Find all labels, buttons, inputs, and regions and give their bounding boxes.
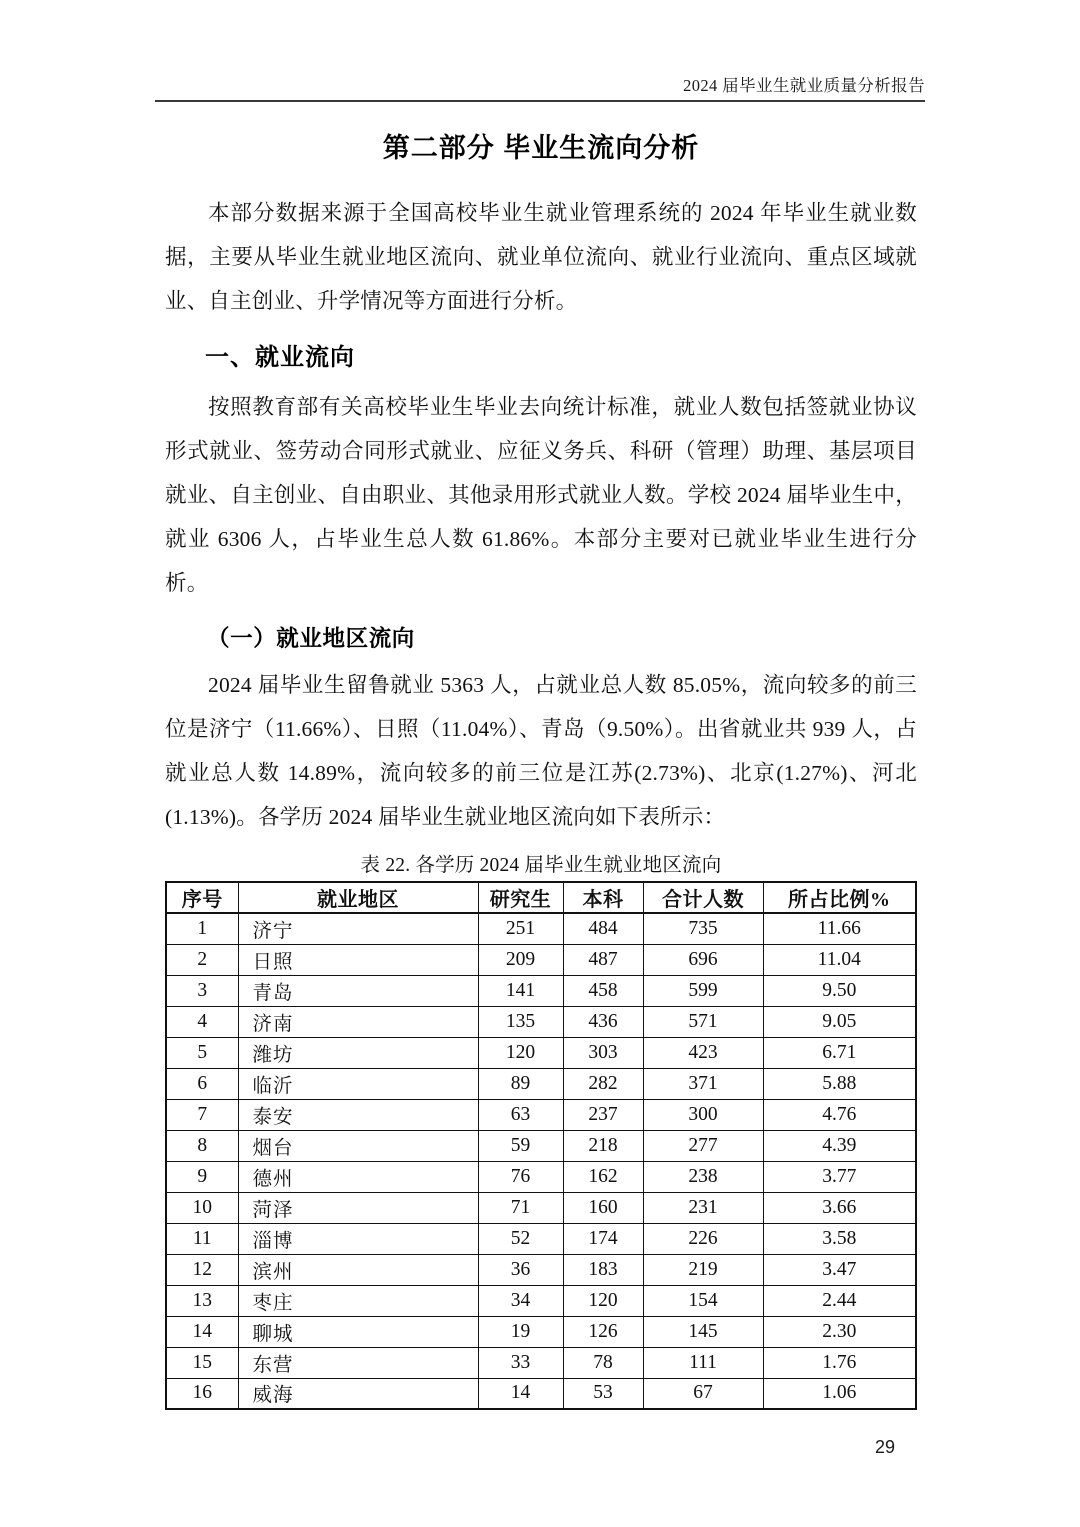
cell-index: 13 <box>166 1285 238 1316</box>
cell-total: 571 <box>643 1006 763 1037</box>
running-header: 2024 届毕业生就业质量分析报告 <box>683 76 925 95</box>
cell-index: 4 <box>166 1006 238 1037</box>
cell-index: 11 <box>166 1223 238 1254</box>
cell-graduate: 36 <box>478 1254 563 1285</box>
cell-index: 12 <box>166 1254 238 1285</box>
cell-undergraduate: 487 <box>563 944 643 975</box>
cell-graduate: 59 <box>478 1130 563 1161</box>
cell-region: 枣庄 <box>238 1285 478 1316</box>
table-header-row <box>166 882 916 913</box>
cell-percent: 11.66 <box>763 913 916 944</box>
cell-index: 10 <box>166 1192 238 1223</box>
table-row <box>166 975 916 1006</box>
cell-total: 67 <box>643 1378 763 1409</box>
cell-percent: 3.77 <box>763 1161 916 1192</box>
cell-region: 潍坊 <box>238 1037 478 1068</box>
cell-region: 菏泽 <box>238 1192 478 1223</box>
table-row <box>166 1006 916 1037</box>
cell-total: 154 <box>643 1285 763 1316</box>
page-content <box>165 126 917 1410</box>
table-row <box>166 1037 916 1068</box>
cell-undergraduate: 484 <box>563 913 643 944</box>
cell-total: 145 <box>643 1316 763 1347</box>
cell-percent: 4.39 <box>763 1130 916 1161</box>
column-header-percent: 所占比例% <box>763 882 916 913</box>
table-row <box>166 1316 916 1347</box>
cell-graduate: 19 <box>478 1316 563 1347</box>
cell-undergraduate: 174 <box>563 1223 643 1254</box>
cell-percent: 9.50 <box>763 975 916 1006</box>
cell-index: 9 <box>166 1161 238 1192</box>
cell-undergraduate: 126 <box>563 1316 643 1347</box>
cell-total: 219 <box>643 1254 763 1285</box>
cell-percent: 2.44 <box>763 1285 916 1316</box>
cell-percent: 11.04 <box>763 944 916 975</box>
employment-region-flow-table <box>165 881 917 1410</box>
cell-percent: 1.06 <box>763 1378 916 1409</box>
cell-undergraduate: 436 <box>563 1006 643 1037</box>
table-row <box>166 1378 916 1409</box>
cell-region: 东营 <box>238 1347 478 1378</box>
cell-total: 696 <box>643 944 763 975</box>
header-divider-rule <box>155 100 925 102</box>
cell-undergraduate: 160 <box>563 1192 643 1223</box>
cell-percent: 1.76 <box>763 1347 916 1378</box>
table-row <box>166 1068 916 1099</box>
cell-region: 淄博 <box>238 1223 478 1254</box>
cell-total: 300 <box>643 1099 763 1130</box>
cell-percent: 3.58 <box>763 1223 916 1254</box>
cell-index: 3 <box>166 975 238 1006</box>
cell-total: 599 <box>643 975 763 1006</box>
cell-percent: 2.30 <box>763 1316 916 1347</box>
cell-region: 日照 <box>238 944 478 975</box>
column-header-graduate: 研究生 <box>478 882 563 913</box>
table-body <box>166 913 916 1409</box>
cell-undergraduate: 120 <box>563 1285 643 1316</box>
cell-region: 威海 <box>238 1378 478 1409</box>
cell-region: 泰安 <box>238 1099 478 1130</box>
table-row <box>166 1161 916 1192</box>
subsection-heading-region-flow: （一）就业地区流向 <box>207 626 415 651</box>
cell-graduate: 14 <box>478 1378 563 1409</box>
table-caption: 表 22. 各学历 2024 届毕业生就业地区流向 <box>360 855 722 876</box>
column-header-total: 合计人数 <box>643 882 763 913</box>
cell-region: 济宁 <box>238 913 478 944</box>
cell-index: 14 <box>166 1316 238 1347</box>
cell-undergraduate: 303 <box>563 1037 643 1068</box>
cell-total: 277 <box>643 1130 763 1161</box>
cell-percent: 3.66 <box>763 1192 916 1223</box>
section-heading-employment-flow: 一、就业流向 <box>205 344 355 371</box>
page-number-footer <box>0 1437 1080 1458</box>
cell-region: 济南 <box>238 1006 478 1037</box>
cell-index: 1 <box>166 913 238 944</box>
cell-index: 2 <box>166 944 238 975</box>
cell-graduate: 135 <box>478 1006 563 1037</box>
cell-index: 7 <box>166 1099 238 1130</box>
table-row <box>166 1099 916 1130</box>
cell-total: 226 <box>643 1223 763 1254</box>
cell-graduate: 63 <box>478 1099 563 1130</box>
table-row <box>166 1254 916 1285</box>
column-header-undergraduate: 本科 <box>563 882 643 913</box>
page-number-value: 29 <box>874 1437 896 1457</box>
cell-region: 烟台 <box>238 1130 478 1161</box>
cell-undergraduate: 183 <box>563 1254 643 1285</box>
cell-index: 6 <box>166 1068 238 1099</box>
cell-region: 聊城 <box>238 1316 478 1347</box>
cell-graduate: 209 <box>478 944 563 975</box>
cell-index: 15 <box>166 1347 238 1378</box>
table-row <box>166 944 916 975</box>
table-row <box>166 1130 916 1161</box>
cell-total: 735 <box>643 913 763 944</box>
cell-graduate: 89 <box>478 1068 563 1099</box>
cell-index: 5 <box>166 1037 238 1068</box>
cell-undergraduate: 218 <box>563 1130 643 1161</box>
cell-graduate: 52 <box>478 1223 563 1254</box>
cell-undergraduate: 282 <box>563 1068 643 1099</box>
cell-graduate: 251 <box>478 913 563 944</box>
table-row <box>166 1285 916 1316</box>
cell-total: 111 <box>643 1347 763 1378</box>
cell-graduate: 120 <box>478 1037 563 1068</box>
column-header-index: 序号 <box>166 882 238 913</box>
column-header-region: 就业地区 <box>238 882 478 913</box>
cell-undergraduate: 78 <box>563 1347 643 1378</box>
table-row <box>166 1347 916 1378</box>
cell-undergraduate: 458 <box>563 975 643 1006</box>
cell-percent: 3.47 <box>763 1254 916 1285</box>
part-title: 第二部分 毕业生流向分析 <box>382 133 700 163</box>
subsection-one-paragraph: 2024 届毕业生留鲁就业 5363 人，占就业总人数 85.05%，流向较多的前三位是济宁（11.66%）、日照（11.04%）、青岛（9.50%）。出省就业共 939 人，占就业总人数 14.89%，流向较多的前三位是江苏(2.73%)、北京(1.27%)、河北(1.13%)。各学历 2024 届毕业生就业地区流向如下表所示： <box>165 673 917 829</box>
cell-index: 16 <box>166 1378 238 1409</box>
cell-index: 8 <box>166 1130 238 1161</box>
cell-graduate: 34 <box>478 1285 563 1316</box>
cell-total: 423 <box>643 1037 763 1068</box>
cell-graduate: 76 <box>478 1161 563 1192</box>
table-row <box>166 1223 916 1254</box>
cell-region: 青岛 <box>238 975 478 1006</box>
cell-region: 滨州 <box>238 1254 478 1285</box>
table-row <box>166 913 916 944</box>
cell-region: 临沂 <box>238 1068 478 1099</box>
part-intro-paragraph: 本部分数据来源于全国高校毕业生就业管理系统的 2024 年毕业生就业数据，主要从毕业生就业地区流向、就业单位流向、就业行业流向、重点区域就业、自主创业、升学情况等方面进行分析。 <box>165 201 917 313</box>
cell-percent: 5.88 <box>763 1068 916 1099</box>
cell-total: 231 <box>643 1192 763 1223</box>
table-row <box>166 1192 916 1223</box>
cell-undergraduate: 53 <box>563 1378 643 1409</box>
cell-undergraduate: 162 <box>563 1161 643 1192</box>
cell-percent: 9.05 <box>763 1006 916 1037</box>
section-one-paragraph: 按照教育部有关高校毕业生毕业去向统计标准，就业人数包括签就业协议形式就业、签劳动合同形式就业、应征义务兵、科研（管理）助理、基层项目就业、自主创业、自由职业、其他录用形式就业人数。学校 2024 届毕业生中，就业 6306 人，占毕业生总人数 61.86%。本部分主要对已就业毕业生进行分析。 <box>165 395 917 595</box>
cell-undergraduate: 237 <box>563 1099 643 1130</box>
cell-total: 371 <box>643 1068 763 1099</box>
cell-graduate: 141 <box>478 975 563 1006</box>
cell-graduate: 71 <box>478 1192 563 1223</box>
cell-total: 238 <box>643 1161 763 1192</box>
cell-percent: 4.76 <box>763 1099 916 1130</box>
cell-percent: 6.71 <box>763 1037 916 1068</box>
cell-graduate: 33 <box>478 1347 563 1378</box>
cell-region: 德州 <box>238 1161 478 1192</box>
